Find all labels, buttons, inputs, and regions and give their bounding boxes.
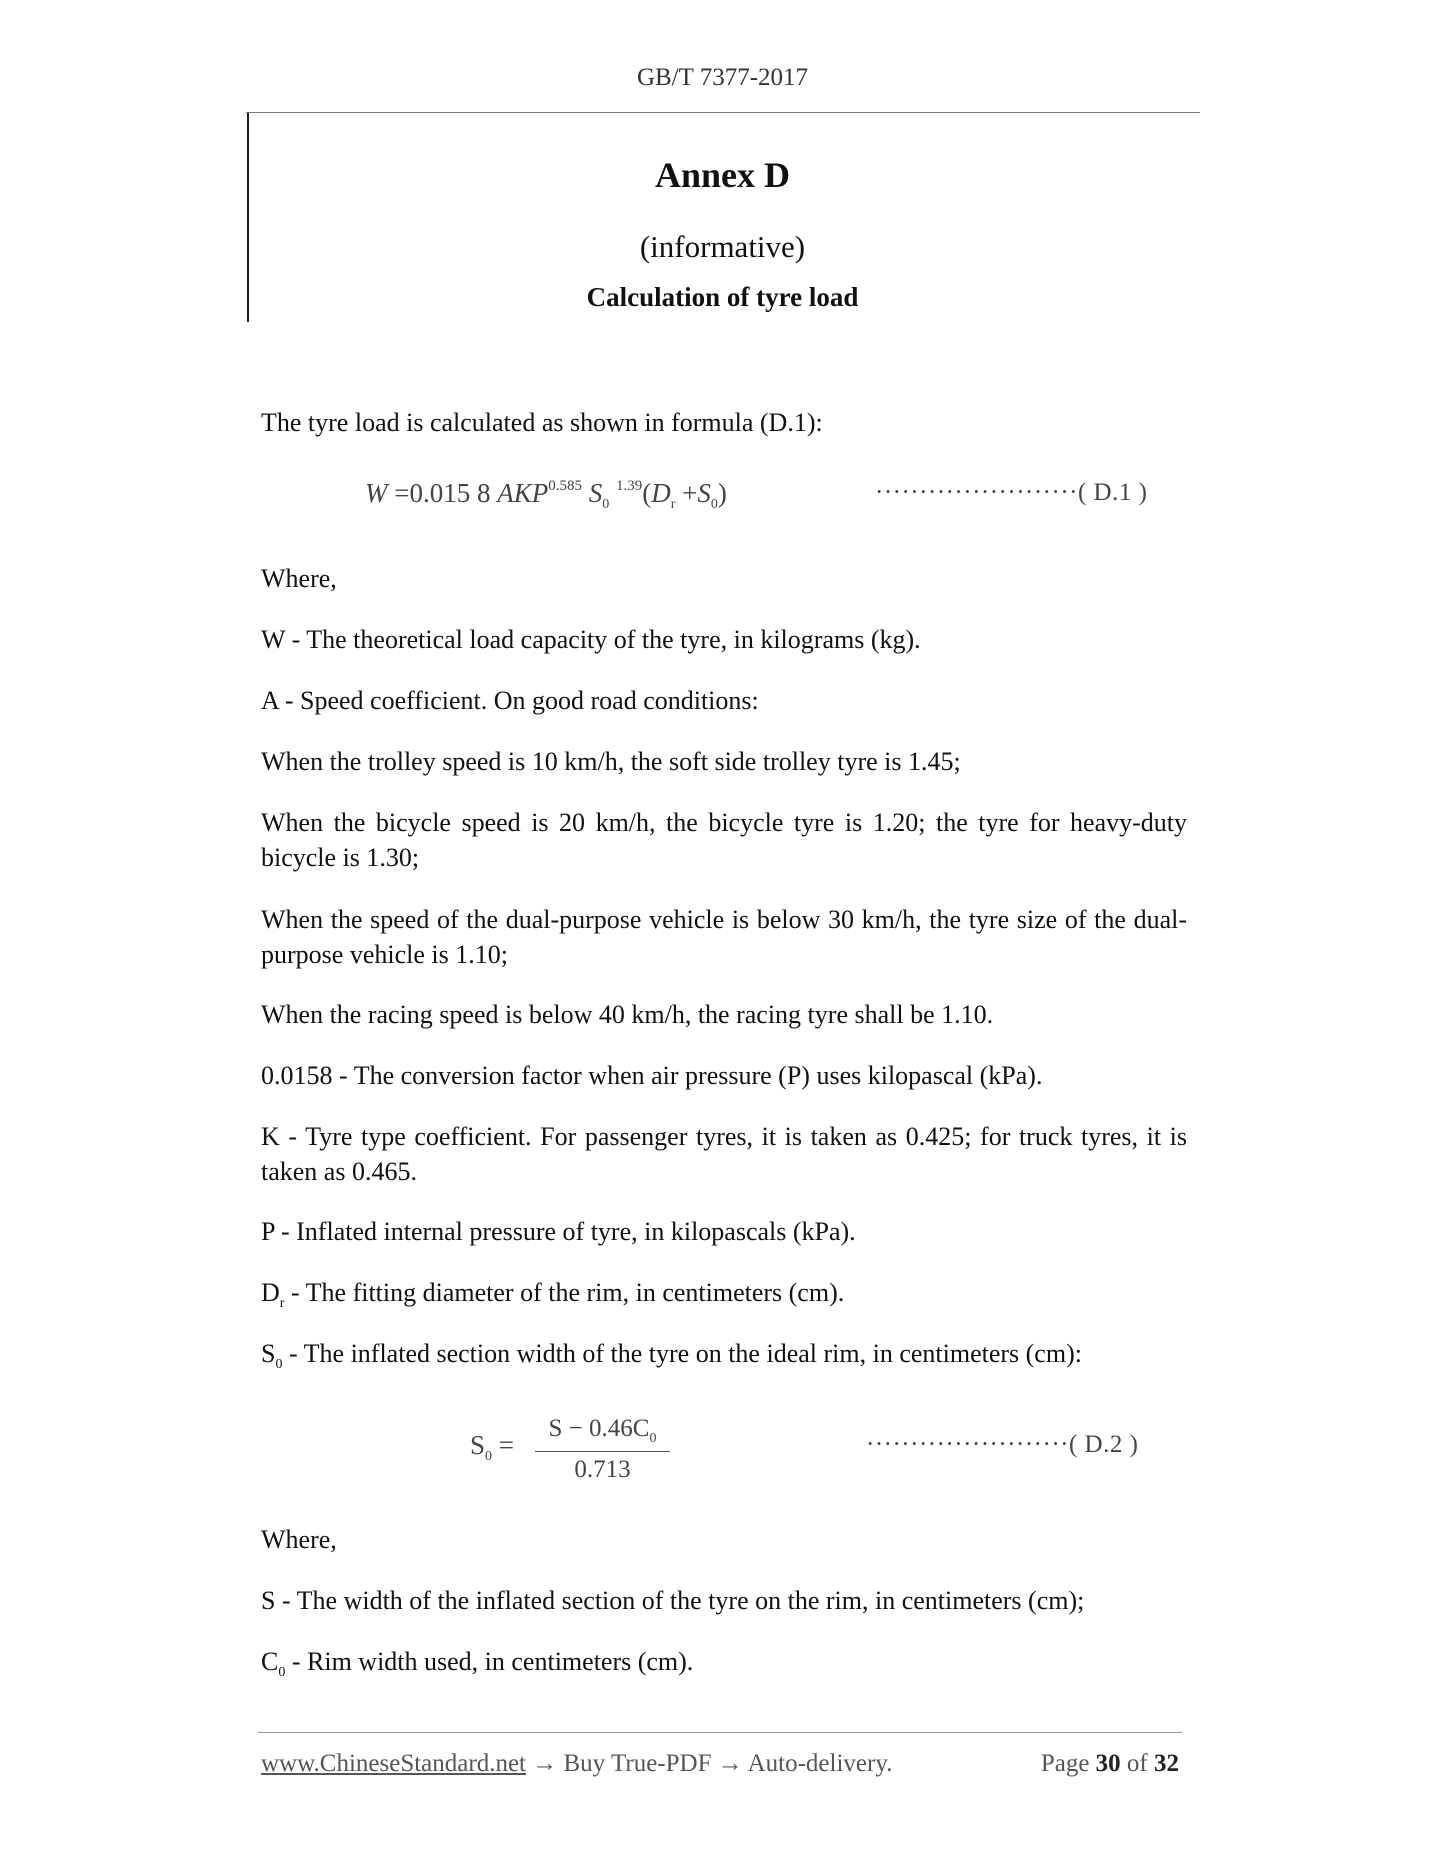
- buy-pdf-link[interactable]: Buy True-PDF: [563, 1750, 712, 1777]
- p-definition: P - Inflated internal pressure of tyre, in kilopascals (kPa).: [261, 1217, 856, 1246]
- formula1-s2-sub: 0: [710, 497, 718, 512]
- formula1-paren-close: ): [717, 478, 727, 508]
- page-number: 30: [1095, 1750, 1121, 1777]
- footer-divider: [258, 1732, 1182, 1733]
- formula-d2-leader: [866, 1431, 1138, 1459]
- formula2-numerator: [535, 1415, 670, 1452]
- k-definition: K - Tyre type coefficient. For passenger tyres, it is taken as 0.425; for truck tyres, it is taken as 0.465.: [261, 1122, 1187, 1186]
- s0-symbol: S: [261, 1339, 276, 1368]
- annex-heading: Calculation of tyre load: [586, 282, 859, 312]
- dr-definition: [261, 1275, 1187, 1321]
- formula1-vars: AKP: [497, 478, 549, 508]
- dual-purpose-coefficient: When the speed of the dual-purpose vehicle is below 30 km/h, the tyre size of the dual-purpose vehicle is 1.10;: [261, 905, 1187, 969]
- formula1-equals: =: [394, 478, 410, 508]
- header-divider: [246, 112, 1200, 113]
- w-definition: W - The theoretical load capacity of the tyre, in kilograms (kg).: [261, 625, 921, 654]
- formula2-num-text: S − 0.46C: [548, 1415, 650, 1442]
- dr-subscript: r: [279, 1296, 285, 1311]
- formula1-number: ( D.1 ): [1077, 479, 1148, 506]
- s0-subscript: 0: [275, 1357, 283, 1372]
- formula2-num-sub: 0: [649, 1431, 657, 1446]
- footer-links: [261, 1750, 892, 1778]
- intro-paragraph: The tyre load is calculated as shown in formula (D.1):: [261, 408, 823, 437]
- formula1-exp-p: 0.585: [548, 478, 582, 494]
- formula1-exp-s: 1.39: [615, 478, 643, 494]
- page-indicator: [1041, 1750, 1179, 1778]
- annex-subtitle: (informative): [639, 229, 806, 264]
- formula1-paren-open: (: [642, 478, 652, 508]
- dr-symbol: D: [261, 1278, 280, 1307]
- formula1-d: D: [651, 478, 671, 508]
- formula1-plus: +: [682, 478, 698, 508]
- formula1-lhs: W: [365, 478, 388, 508]
- formula-d2-lhs: [470, 1430, 514, 1465]
- arrow-right-icon: →: [717, 1750, 743, 1777]
- trolley-coefficient: When the trolley speed is 10 km/h, the soft side trolley tyre is 1.45;: [261, 747, 961, 776]
- of-label: of: [1126, 1750, 1148, 1777]
- where-label-1: Where,: [261, 564, 337, 593]
- arrow-right-icon: →: [532, 1750, 558, 1777]
- annex-title: Annex D: [654, 155, 791, 195]
- site-link[interactable]: www.ChineseStandard.net: [261, 1750, 526, 1777]
- dr-text: - The fitting diameter of the rim, in centimeters (cm).: [284, 1278, 845, 1307]
- formula2-equals: =: [498, 1430, 515, 1460]
- formula2-lhs: S: [470, 1430, 486, 1460]
- formula1-coef: 0.015 8: [409, 478, 491, 508]
- racing-coefficient: When the racing speed is below 40 km/h, the racing tyre shall be 1.10.: [261, 1000, 994, 1029]
- page-label: Page: [1040, 1750, 1090, 1777]
- standard-code: GB/T 7377-2017: [636, 64, 809, 91]
- formula1-s2: S: [697, 478, 711, 508]
- s0-definition: [261, 1336, 1187, 1382]
- formula1-s: S: [588, 478, 603, 508]
- page-total: 32: [1154, 1750, 1179, 1777]
- s0-text: - The inflated section width of the tyre on the ideal rim, in centimeters (cm):: [282, 1339, 1082, 1368]
- a-definition: A - Speed coefficient. On good road conditions:: [261, 686, 759, 715]
- auto-delivery-text: Auto-delivery.: [747, 1750, 893, 1777]
- c0-text: - Rim width used, in centimeters (cm).: [285, 1647, 694, 1676]
- formula2-lhs-sub: 0: [485, 1449, 493, 1464]
- formula-d1-leader: [875, 479, 1147, 507]
- formula1-d-sub: r: [670, 497, 676, 512]
- formula1-s-sub: 0: [602, 497, 610, 512]
- formula-d1: [365, 478, 727, 513]
- c0-definition: [261, 1644, 1187, 1690]
- formula2-denominator: 0.713: [574, 1456, 631, 1483]
- formula-d2-fraction: [535, 1415, 670, 1484]
- formula2-number: ( D.2 ): [1068, 1431, 1139, 1458]
- bicycle-coefficient: When the bicycle speed is 20 km/h, the bicycle tyre is 1.20; the tyre for heavy-duty bicycle is 1.30;: [261, 808, 1187, 872]
- c0-subscript: 0: [278, 1665, 286, 1680]
- s-definition: S - The width of the inflated section of the tyre on the rim, in centimeters (cm);: [261, 1586, 1085, 1615]
- formula2-leader-dots: ·······················: [866, 1431, 1069, 1458]
- formula1-leader-dots: ·······················: [875, 479, 1078, 506]
- where-label-2: Where,: [261, 1525, 337, 1554]
- factor-definition: 0.0158 - The conversion factor when air pressure (P) uses kilopascal (kPa).: [261, 1061, 1043, 1090]
- c0-symbol: C: [261, 1647, 279, 1676]
